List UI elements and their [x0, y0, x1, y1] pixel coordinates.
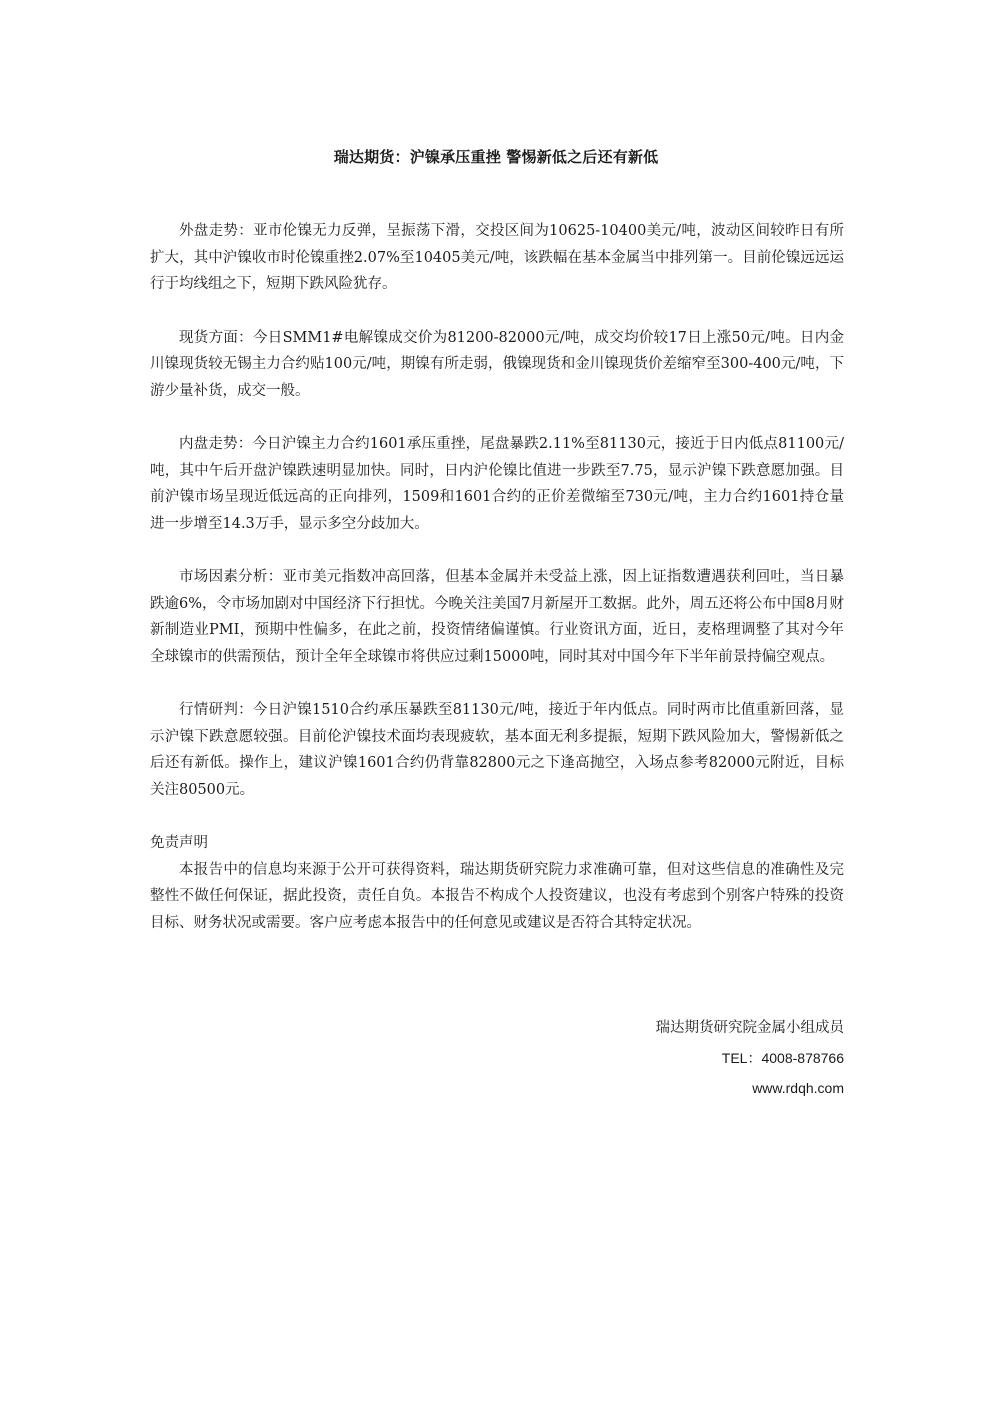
document-body — [150, 218, 844, 936]
section-outlook — [150, 697, 844, 803]
section-label: 外盘走势： — [179, 223, 254, 239]
section-spot-market — [150, 325, 844, 405]
signature-tel: TEL：4008-878766 — [721, 1050, 844, 1066]
signature-block — [150, 1013, 844, 1103]
section-domestic-market — [150, 431, 844, 537]
section-text: 今日SMM1#电解镍成交价为81200-82000元/吨，成交均价较17日上涨50元/吨。日内金川镍现货较无锡主力合约贴100元/吨，期镍有所走弱，俄镍现货和金川镍现货价差缩窄至300-400元/吨，下游少量补货，成交一般。 — [150, 329, 844, 399]
section-text: 今日沪镍1510合约承压暴跌至81130元/吨，接近于年内低点。同时两市比值重新回落，显示沪镍下跌意愿较强。目前伦沪镍技术面均表现疲软，基本面无利多提振，短期下跌风险加大，警惕新低之后还有新低。操作上，建议沪镍1601合约仍背靠82800元之下逢高抛空，入场点参考82000元附近，目标关注80500元。 — [150, 702, 844, 798]
signature-org: 瑞达期货研究院金属小组成员 — [655, 1020, 844, 1036]
section-label: 现货方面： — [179, 329, 253, 346]
document-title: 瑞达期货：沪镍承压重挫 警惕新低之后还有新低 — [333, 148, 659, 166]
section-text: 亚市伦镍无力反弹，呈振荡下滑，交投区间为10625-10400美元/吨，波动区间较昨日有所扩大，其中沪镍收市时伦镍重挫2.07%至10405美元/吨，该跌幅在基本金属当中排列第一。目前伦镍远远运行于均线组之下，短期下跌风险犹存。 — [150, 223, 845, 292]
section-overseas-market — [150, 218, 844, 298]
section-text: 亚市美元指数冲高回落，但基本金属并未受益上涨，因上证指数遭遇获利回吐，当日暴跌逾6%，令市场加剧对中国经济下行担忧。今晚关注美国7月新屋开工数据。此外，周五还将公布中国8月财新制造业PMI，预期中性偏多，在此之前，投资情绪偏谨慎。行业资讯方面，近日，麦格理调整了其对今年全球镍市的供需预估，预计全年全球镍市将供应过剩15000吨，同时其对中国今年下半年前景持偏空观点。 — [150, 569, 845, 665]
section-market-factors — [150, 564, 844, 670]
section-label: 内盘走势： — [179, 436, 253, 452]
section-label: 行情研判： — [179, 702, 253, 718]
signature-website: www.rdqh.com — [752, 1080, 844, 1096]
disclaimer-title: 免责声明 — [150, 835, 208, 851]
disclaimer-text: 本报告中的信息均来源于公开可获得资料，瑞达期货研究院力求准确可靠，但对这些信息的准确性及完整性不做任何保证，据此投资，责任自负。本报告不构成个人投资建议，也没有考虑到个别客户特殊的投资目标、财务状况或需要。客户应考虑本报告中的任何意见或建议是否符合其特定状况。 — [150, 861, 844, 931]
section-text: 今日沪镍主力合约1601承压重挫，尾盘暴跌2.11%至81130元，接近于日内低点81100元/吨，其中午后开盘沪镍跌速明显加快。同时，日内沪伦镍比值进一步跌至7.75，显示沪镍下跌意愿加强。目前沪镍市场呈现近低远高的正向排列，1509和1601合约的正价差微缩至730元/吨，主力合约1601持仓量进一步增至14.3万手，显示多空分歧加大。 — [150, 436, 845, 532]
section-label: 市场因素分析： — [179, 569, 283, 585]
